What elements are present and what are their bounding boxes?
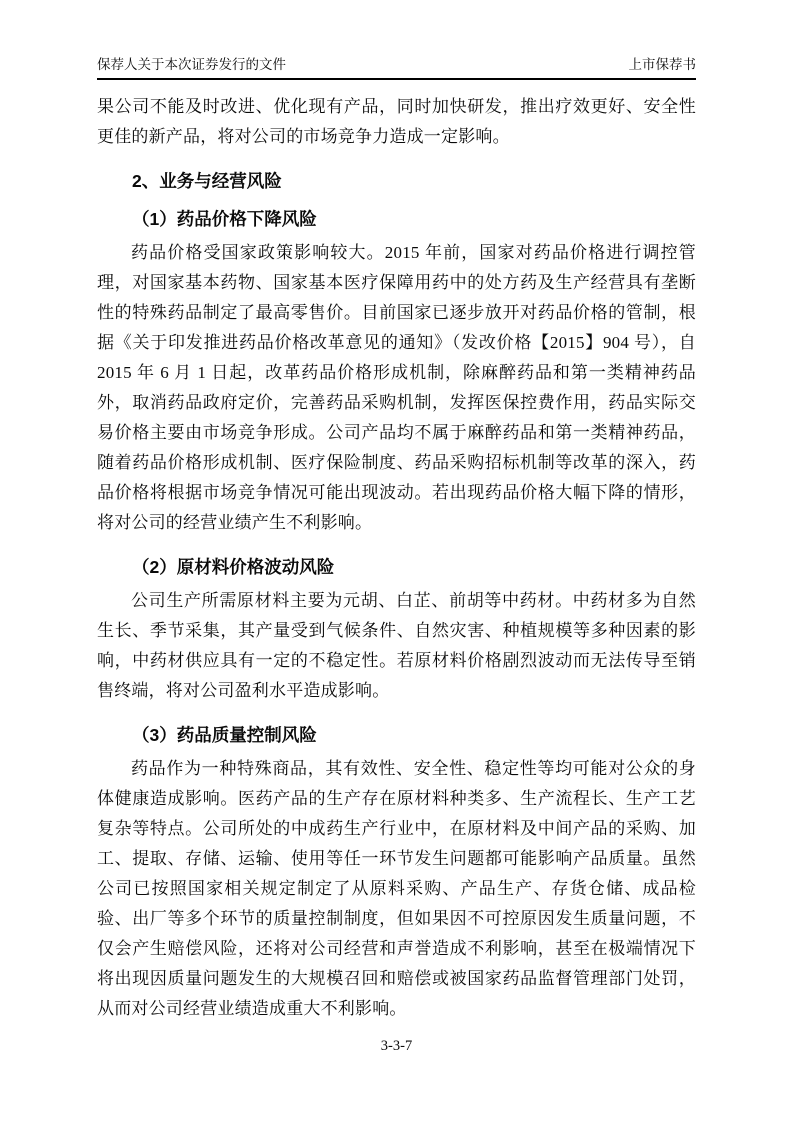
- page-number: 3-3-7: [380, 1038, 413, 1054]
- page-content-area: [97, 0, 696, 1024]
- subsection-heading-raw-material-price-risk: （2）原材料价格波动风险: [132, 557, 335, 577]
- paragraph-intro-continued: 果公司不能及时改进、优化现有产品，同时加快研发，推出疗效更好、安全性更佳的新产品，将对公司的市场竞争力造成一定影响。: [97, 97, 696, 146]
- paragraph-raw-material-price-risk: 公司生产所需原材料主要为元胡、白芷、前胡等中药材。中药材多为自然生长、季节采集，其产量受到气候条件、自然灾害、种植规模等多种因素的影响，中药材供应具有一定的不稳定性。若原材料价格剧烈波动而无法传导至销售终端，将对公司盈利水平造成影响。: [97, 591, 696, 700]
- subsection-heading-drug-price-decline-risk: （1）药品价格下降风险: [132, 209, 317, 229]
- document-body: [97, 80, 696, 1024]
- subsection-heading-drug-quality-control-risk: （3）药品质量控制风险: [132, 725, 317, 745]
- header-right-title: 上市保荐书: [628, 57, 696, 72]
- section-heading-business-operation-risk: 2、业务与经营风险: [132, 171, 282, 191]
- paragraph-drug-price-decline-risk: 药品价格受国家政策影响较大。2015 年前，国家对药品价格进行调控管理，对国家基本药物、国家基本医疗保障用药中的处方药及生产经营具有垄断性的特殊药品制定了最高零售价。目前国家已逐步放开对药品价格的管制，根据《关于印发推进药品价格改革意见的通知》（发改价格【2015】904 号），自 2015 年 6 月 1 日起，改革药品价格形成机制，除麻醉药品和第一类精神药品外，取消药品政府定价，完善药品采购机制，发挥医保控费作用，药品实际交易价格主要由市场竞争形成。公司产品均不属于麻醉药品和第一类精神药品，随着药品价格形成机制、医疗保险制度、药品采购招标机制等改革的深入，药品价格将根据市场竞争情况可能出现波动。若出现药品价格大幅下降的情形，将对公司的经营业绩产生不利影响。: [97, 243, 696, 532]
- paragraph-drug-quality-control-risk: 药品作为一种特殊商品，其有效性、安全性、稳定性等均可能对公众的身体健康造成影响。医药产品的生产存在原材料种类多、生产流程长、生产工艺复杂等特点。公司所处的中成药生产行业中，在原材料及中间产品的采购、加工、提取、存储、运输、使用等任一环节发生问题都可能影响产品质量。虽然公司已按照国家相关规定制定了从原料采购、产品生产、存货仓储、成品检验、出厂等多个环节的质量控制制度，但如果因不可控原因发生质量问题，不仅会产生赔偿风险，还将对公司经营和声誉造成不利影响，甚至在极端情况下将出现因质量问题发生的大规模召回和赔偿或被国家药品监督管理部门处罚，从而对公司经营业绩造成重大不利影响。: [97, 759, 696, 1018]
- page-footer: [0, 1036, 793, 1056]
- page-header: [97, 0, 696, 80]
- header-left-title: 保荐人关于本次证券发行的文件: [97, 57, 286, 72]
